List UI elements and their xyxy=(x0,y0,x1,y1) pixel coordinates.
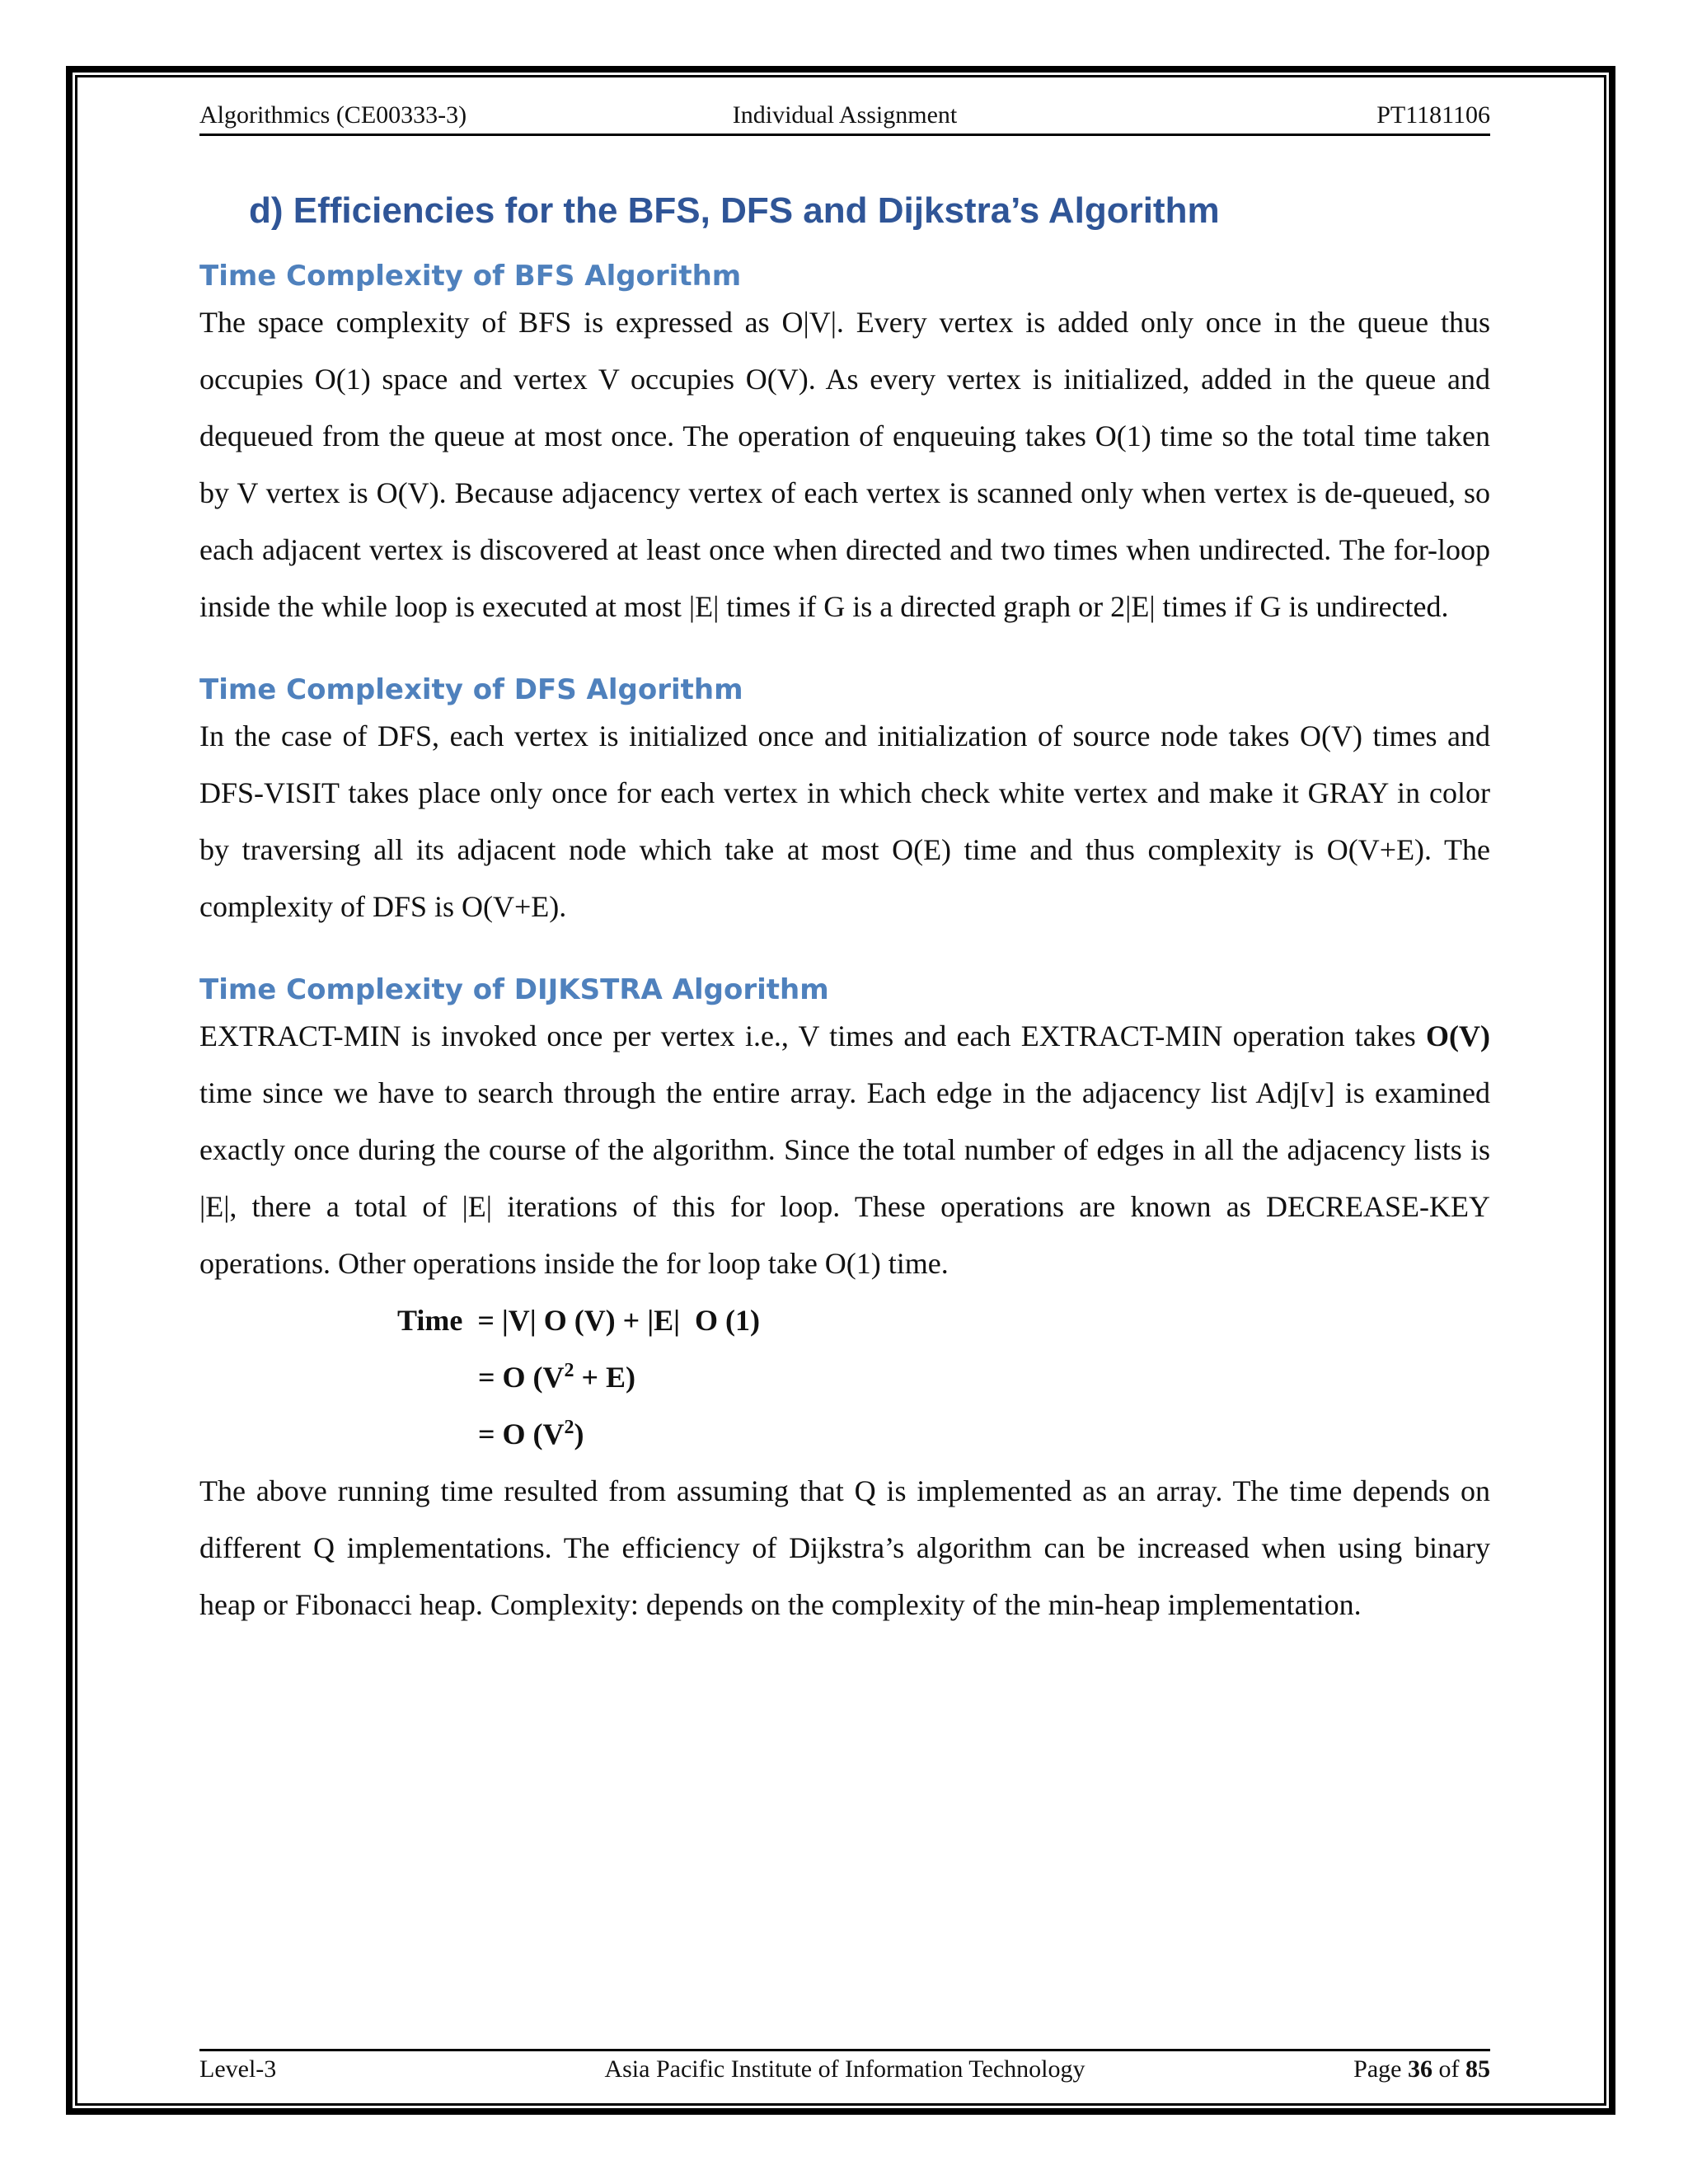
dijkstra-heading: Time Complexity of DIJKSTRA Algorithm xyxy=(199,973,829,1007)
running-header xyxy=(199,97,1490,136)
dfs-heading: Time Complexity of DFS Algorithm xyxy=(199,673,743,706)
header-course: Algorithmics (CE00333-3) xyxy=(199,101,467,129)
equation-line-3-prefix: = O (V xyxy=(478,1418,565,1451)
footer-page-total: 85 xyxy=(1465,2055,1490,2083)
time-equation xyxy=(199,1292,1490,1463)
footer-page-number xyxy=(1353,2051,1490,2088)
footer-page-label: Page xyxy=(1353,2055,1408,2083)
header-assignment: Individual Assignment xyxy=(732,101,958,129)
bfs-paragraph: The space complexity of BFS is expressed as O|V|. Every vertex is added only once in the queue thus occupies O(1) space and vertex V occupies O(V). As every vertex is initialized, added in the queue and dequeued from the queue at most once. The operation of enqueuing takes O(1) time so the total time taken by V vertex is O(V). Because adjacency vertex of each vertex is scanned only when vertex is de-queued, so each adjacent vertex is discovered at least once when directed and two times when undirected. The for-loop inside the while loop is executed at most |E| times if G is a directed graph or 2|E| times if G is undirected. xyxy=(199,305,1490,623)
equation-line-2-suffix: + E) xyxy=(574,1361,636,1394)
dijkstra-paragraph-2: The above running time resulted from assuming that Q is implemented as an array. The time depends on different Q implementations. The efficiency of Dijkstra’s algorithm can be increased when using binary heap or Fibonacci heap. Complexity: depends on the complexity of the min-heap implementation. xyxy=(199,1474,1490,1622)
page-title: d) Efficiencies for the BFS, DFS and Dijkstra’s Algorithm xyxy=(249,190,1220,231)
page-content xyxy=(199,190,1490,1670)
dijkstra-paragraph-1 xyxy=(199,1008,1490,1292)
equation-line-2 xyxy=(199,1349,1490,1406)
equation-line-3 xyxy=(199,1406,1490,1463)
footer-level: Level-3 xyxy=(199,2055,277,2083)
dijkstra-p1-text-b: time since we have to search through the entire array. Each edge in the adjacency list Adj[v] is examined exactly once during the course of the algorithm. Since the total number of edges in all the adjacency lists is |E|, there a total of |E| iterations of this for loop. These operations are known as DECREASE-KEY operations. Other operations inside the for loop take O(1) time. xyxy=(199,1076,1490,1281)
header-student-id: PT1181106 xyxy=(1376,101,1490,129)
footer-page-current: 36 xyxy=(1408,2055,1432,2083)
bfs-heading: Time Complexity of BFS Algorithm xyxy=(199,259,742,293)
dfs-paragraph: In the case of DFS, each vertex is initialized once and initialization of source node takes O(V) times and DFS-VISIT takes place only once for each vertex in which check white vertex and make it GRAY in color by traversing all its adjacent node which take at most O(E) time and thus complexity is O(V+E). The complexity of DFS is O(V+E). xyxy=(199,719,1490,924)
dijkstra-p1-bold: O(V) xyxy=(1426,1019,1490,1053)
equation-line-3-exponent: 2 xyxy=(564,1417,574,1439)
equation-line-1: Time = |V| O (V) + |E| O (1) xyxy=(397,1304,761,1338)
footer-page-of: of xyxy=(1432,2055,1465,2083)
footer-institute: Asia Pacific Institute of Information Technology xyxy=(604,2055,1085,2083)
equation-line-2-prefix: = O (V xyxy=(478,1361,565,1394)
equation-line-2-exponent: 2 xyxy=(564,1360,574,1382)
dijkstra-p1-text-a: EXTRACT-MIN is invoked once per vertex i.e., V times and each EXTRACT-MIN operation takes xyxy=(199,1019,1427,1053)
equation-line-3-suffix: ) xyxy=(574,1418,584,1451)
running-footer xyxy=(199,2049,1490,2089)
